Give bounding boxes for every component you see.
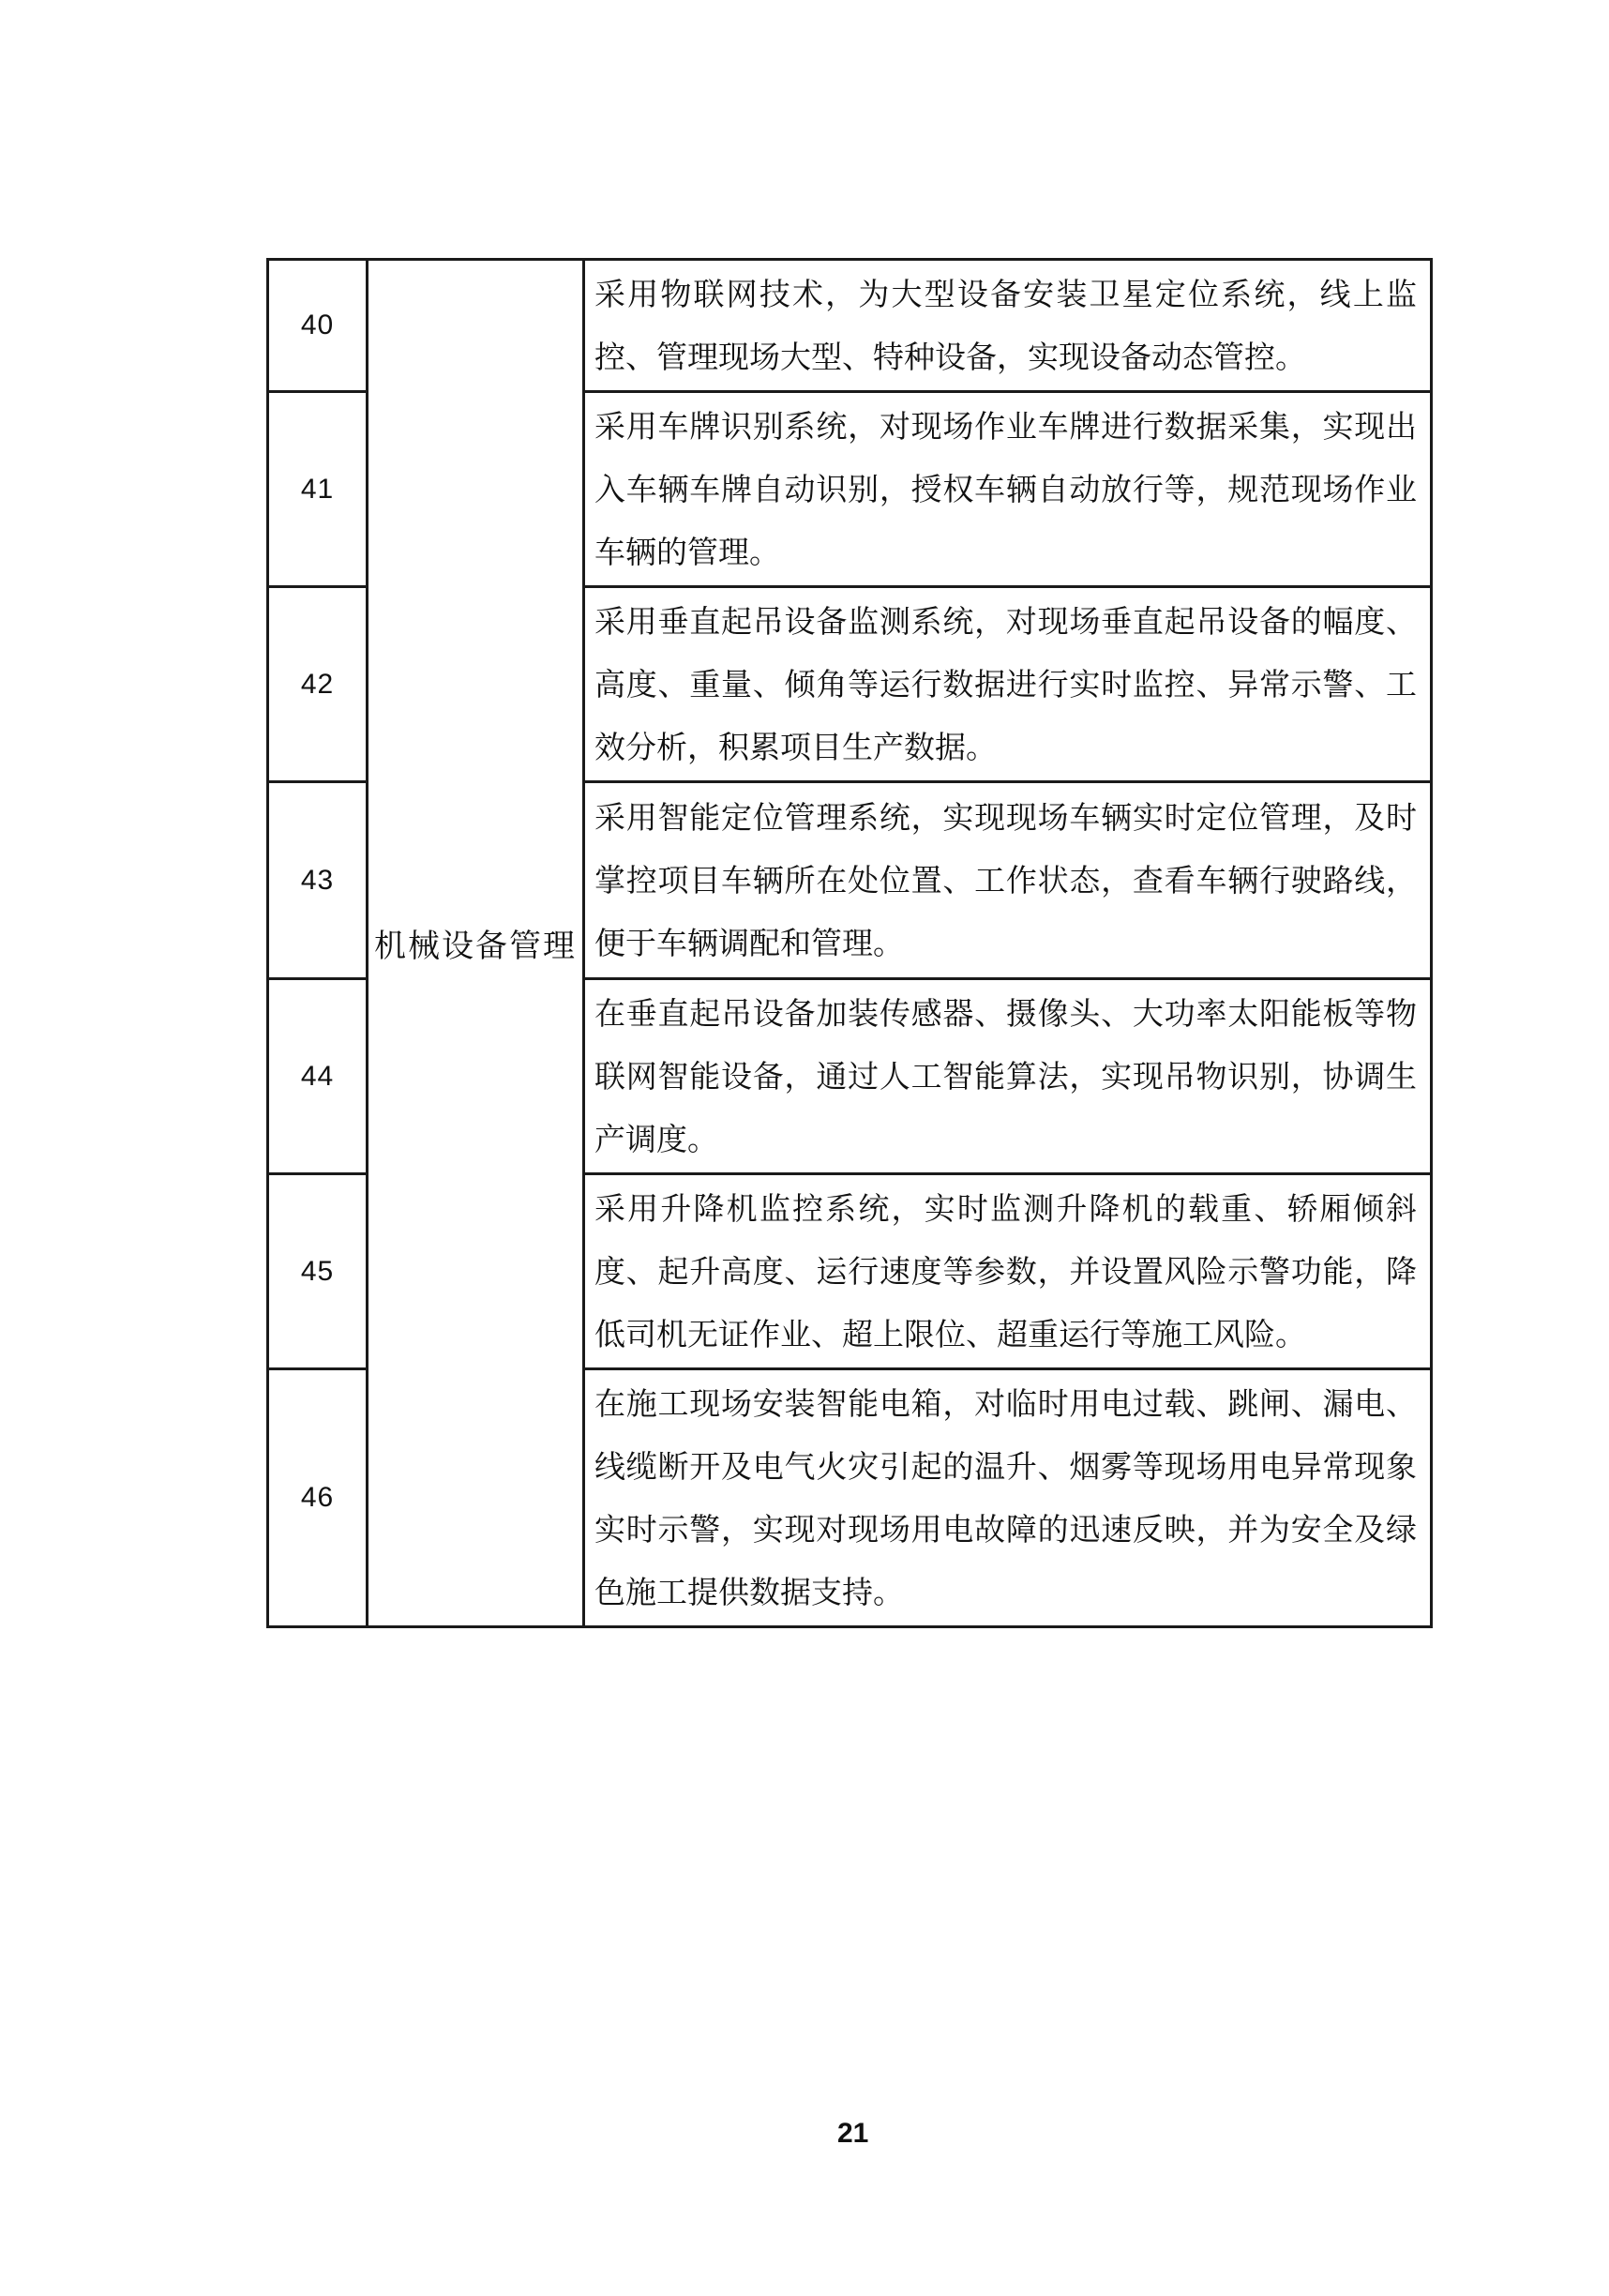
description-cell: 采用物联网技术，为大型设备安装卫星定位系统，线上监控、管理现场大型、特种设备，实现设备动态管控。 bbox=[584, 260, 1432, 392]
description-cell: 采用升降机监控系统，实时监测升降机的载重、轿厢倾斜度、起升高度、运行速度等参数，并设置风险示警功能，降低司机无证作业、超上限位、超重运行等施工风险。 bbox=[584, 1174, 1432, 1369]
description-cell: 在垂直起吊设备加装传感器、摄像头、大功率太阳能板等物联网智能设备，通过人工智能算法，实现吊物识别，协调生产调度。 bbox=[584, 979, 1432, 1174]
page-number: 21 bbox=[837, 2118, 869, 2149]
row-number-cell: 42 bbox=[268, 587, 368, 782]
description-cell: 采用智能定位管理系统，实现现场车辆实时定位管理，及时掌控项目车辆所在处位置、工作状态，查看车辆行驶路线，便于车辆调配和管理。 bbox=[584, 782, 1432, 979]
equipment-management-table bbox=[266, 258, 1433, 1628]
row-number-cell: 41 bbox=[268, 392, 368, 587]
description-cell: 采用垂直起吊设备监测系统，对现场垂直起吊设备的幅度、高度、重量、倾角等运行数据进行实时监控、异常示警、工效分析，积累项目生产数据。 bbox=[584, 587, 1432, 782]
row-number-cell: 43 bbox=[268, 782, 368, 979]
row-number-cell: 46 bbox=[268, 1369, 368, 1627]
row-number-cell: 40 bbox=[268, 260, 368, 392]
category-cell: 机械设备管理 bbox=[368, 260, 584, 1627]
description-cell: 采用车牌识别系统，对现场作业车牌进行数据采集，实现出入车辆车牌自动识别，授权车辆自动放行等，规范现场作业车辆的管理。 bbox=[584, 392, 1432, 587]
row-number-cell: 45 bbox=[268, 1174, 368, 1369]
table-row bbox=[268, 260, 1432, 392]
description-cell: 在施工现场安装智能电箱，对临时用电过载、跳闸、漏电、线缆断开及电气火灾引起的温升、烟雾等现场用电异常现象实时示警，实现对现场用电故障的迅速反映，并为安全及绿色施工提供数据支持。 bbox=[584, 1369, 1432, 1627]
row-number-cell: 44 bbox=[268, 979, 368, 1174]
